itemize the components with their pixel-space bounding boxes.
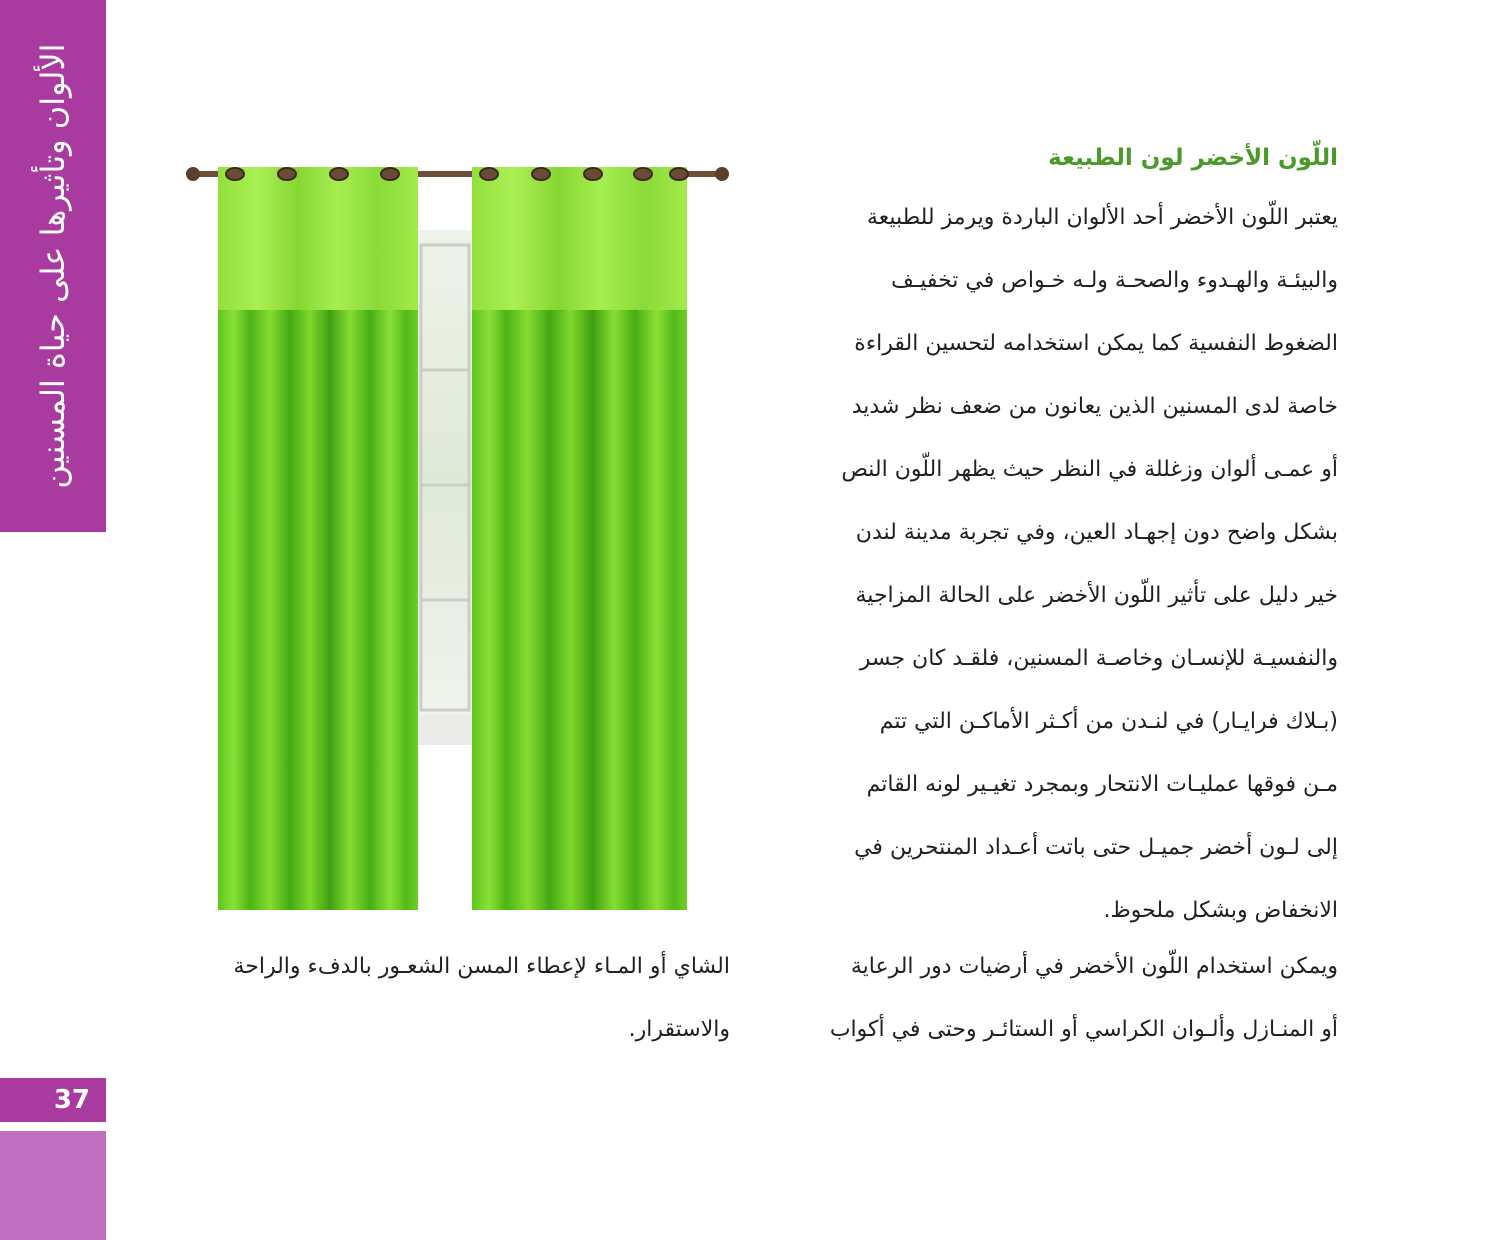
- paragraph-second-right: [783, 935, 1338, 1061]
- paragraph-main: [783, 186, 1338, 942]
- paragraph-line: بشكل واضح دون إجهـاد العين، وفي تجربة مدينة لندن: [855, 520, 1338, 545]
- paragraph-line: مـن فوقها عمليـات الانتحار وبمجرد تغيـير لونه القاتم: [866, 772, 1338, 797]
- paragraph-line: الضغوط النفسية كما يمكن استخدامه لتحسين القراءة: [854, 331, 1338, 356]
- paragraph-line: خاصة لدى المسنين الذين يعانون من ضعف نظر شديد: [851, 394, 1338, 419]
- paragraph-line: يعتبر اللّون الأخضر أحد الألوان الباردة ويرمز للطبيعة: [866, 205, 1338, 230]
- curtains-illustration: [185, 155, 730, 915]
- side-tab: [0, 0, 106, 532]
- paragraph-line: الشاي أو المـاء لإعطاء المسن الشعـور بالدفء والراحة: [233, 954, 730, 979]
- paragraph-line: أو المنـازل وألـوان الكراسي أو الستائـر وحتى في أكواب: [829, 1017, 1338, 1042]
- bottom-color-block: [0, 1131, 106, 1240]
- section-heading: اللّون الأخضر لون الطبيعة: [1048, 145, 1338, 171]
- page-number: 37: [0, 1078, 106, 1122]
- paragraph-line: إلى لـون أخضر جميـل حتى باتت أعـداد المنتحرين في: [854, 835, 1338, 860]
- paragraph-second-left: [178, 935, 730, 1061]
- book-title: الألوان وتأثيرها على حياة المسنين: [34, 43, 72, 489]
- paragraph-line: والاستقرار.: [628, 1017, 730, 1042]
- paragraph-line: والنفسيـة للإنسـان وخاصـة المسنين، فلقـد كان جسر: [859, 646, 1338, 671]
- paragraph-line: والبيئـة والهـدوء والصحـة ولـه خـواص في تخفيـف: [891, 268, 1338, 293]
- paragraph-line: الانخفاض وبشكل ملحوظ.: [1103, 898, 1338, 923]
- paragraph-line: أو عمـى ألوان وزغللة في النظر حيث يظهر اللّون النص: [841, 457, 1338, 482]
- paragraph-line: خير دليل على تأثير اللّون الأخضر على الحالة المزاجية: [855, 583, 1338, 608]
- paragraph-line: (بـلاك فرايـار) في لنـدن من أكـثر الأماكـن التي تتم: [879, 709, 1338, 734]
- paragraph-line: ويمكن استخدام اللّون الأخضر في أرضيات دور الرعاية: [850, 954, 1338, 979]
